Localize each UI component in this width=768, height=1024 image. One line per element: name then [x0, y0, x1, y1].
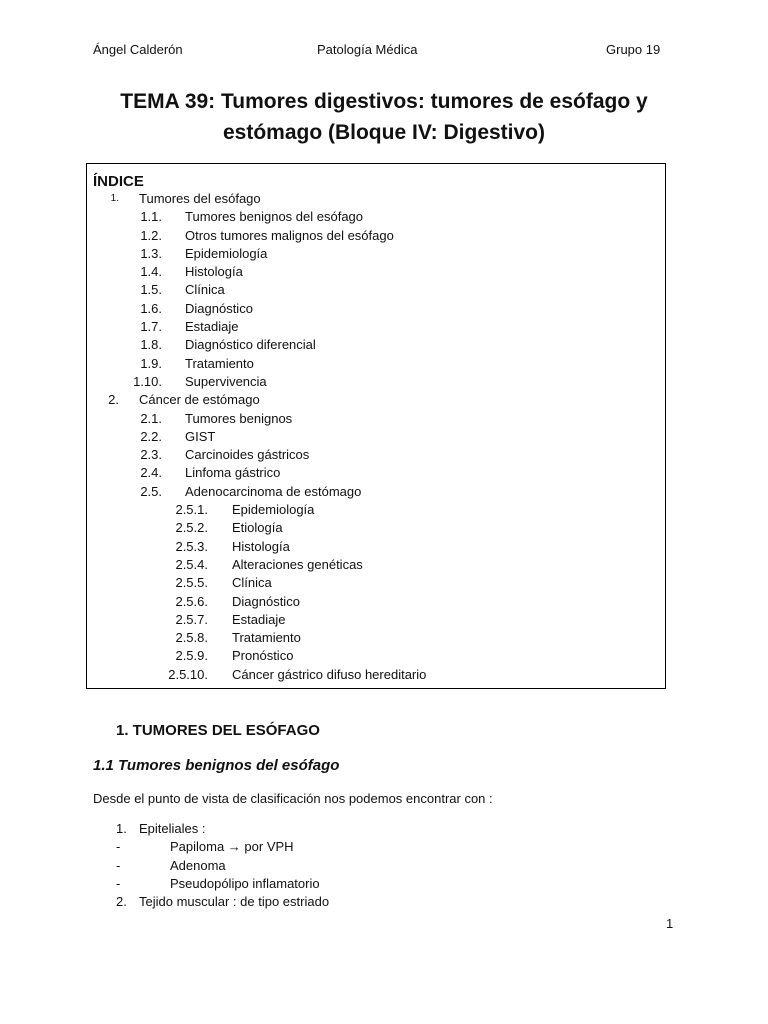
index-item: [87, 611, 665, 629]
index-item-number: 1.5.: [140, 282, 162, 298]
index-item-number: 2.5.4.: [175, 556, 208, 572]
index-item: [87, 464, 665, 482]
index-item: [87, 538, 665, 556]
list-item: [0, 838, 768, 856]
index-item-number: 2.5.1.: [175, 502, 208, 518]
index-box: [86, 163, 666, 689]
list-text: Adenoma: [170, 857, 226, 873]
index-item-number: 2.5.9.: [175, 648, 208, 664]
index-item: [87, 227, 665, 245]
index-item-number: 2.5.2.: [175, 520, 208, 536]
index-item: [87, 410, 665, 428]
index-item-label: Estadiaje: [232, 611, 286, 627]
list-marker: 2.: [116, 894, 127, 910]
list-marker: -: [116, 857, 121, 873]
index-item-number: 1.8.: [140, 337, 162, 353]
index-item: [87, 666, 665, 684]
header-author: Ángel Calderón: [93, 42, 183, 57]
index-item-label: Histología: [185, 264, 243, 280]
index-item-label: Tumores del esófago: [139, 191, 261, 206]
index-item-label: Diagnóstico: [185, 300, 253, 316]
list-item: [0, 857, 768, 875]
index-item-number: 1.3.: [140, 245, 162, 261]
index-item-number: 2.1.: [140, 410, 162, 426]
index-item-label: Tumores benignos del esófago: [185, 209, 364, 225]
index-item-number: 1.2.: [140, 227, 162, 243]
section-heading: 1. TUMORES DEL ESÓFAGO: [116, 722, 320, 739]
index-item-number: 1.6.: [140, 300, 162, 316]
index-item-number: 2.5.10.: [168, 666, 208, 682]
list-text: Tejido muscular : de tipo estriado: [139, 894, 330, 910]
list-text: Epiteliales :: [139, 821, 206, 836]
index-item: [87, 300, 665, 318]
index-item-number: 1.4.: [140, 264, 162, 280]
page-number: 1: [666, 916, 674, 931]
index-item-number: 2.5.3.: [175, 538, 208, 554]
header-subject: Patología Médica: [317, 42, 418, 57]
index-item-label: Supervivencia: [185, 373, 267, 389]
index-item-label: Cáncer de estómago: [139, 392, 260, 408]
subsection-heading: 1.1 Tumores benignos del esófago: [93, 757, 340, 774]
index-item-number: 2.4.: [140, 465, 162, 481]
index-item-label: Tratamiento: [232, 630, 301, 646]
index-item-number: 2.5.7.: [175, 611, 208, 627]
index-item-label: GIST: [185, 428, 216, 444]
page-header: [0, 42, 768, 60]
header-group: Grupo 19: [606, 42, 661, 57]
index-item: [87, 373, 665, 391]
index-item-label: Pronóstico: [232, 648, 294, 664]
index-item-number: 2.5.5.: [175, 575, 208, 591]
index-item-number: 2.5.: [140, 483, 162, 499]
index-item-number: 2.: [108, 392, 119, 408]
index-item-number: 1.7.: [140, 319, 162, 335]
index-item-number: 1.: [110, 193, 119, 204]
list-marker: -: [116, 875, 121, 891]
index-item-number: 2.2.: [140, 428, 162, 444]
index-item: [87, 336, 665, 354]
list-item: [0, 875, 768, 893]
index-item-number: 1.9.: [140, 355, 162, 371]
index-item-label: Adenocarcinoma de estómago: [185, 483, 362, 499]
index-item-label: Estadiaje: [185, 319, 239, 335]
index-item-label: Carcinoides gástricos: [185, 447, 310, 463]
list-marker: -: [116, 839, 121, 855]
index-item-label: Otros tumores malignos del esófago: [185, 227, 394, 243]
index-item: [87, 245, 665, 263]
classification-list: [0, 820, 768, 911]
index-item-label: Tratamiento: [185, 355, 254, 371]
index-item: [87, 318, 665, 336]
index-item-number: 2.5.8.: [175, 630, 208, 646]
index-heading: ÍNDICE: [93, 173, 144, 190]
index-item: [87, 647, 665, 665]
index-item: [87, 574, 665, 592]
index-item-label: Etiología: [232, 520, 283, 536]
list-marker: 1.: [116, 821, 127, 836]
index-item: [87, 391, 665, 409]
list-text: Papiloma → por VPH: [170, 839, 294, 855]
title-line-2: estómago (Bloque IV: Digestivo): [222, 121, 546, 144]
list-text: Pseudopólipo inflamatorio: [170, 875, 320, 891]
index-item-label: Histología: [232, 538, 290, 554]
index-item-label: Diagnóstico diferencial: [185, 337, 316, 353]
index-item: [87, 208, 665, 226]
index-item-label: Linfoma gástrico: [185, 465, 281, 481]
index-item-number: 1.1.: [140, 209, 162, 225]
index-item-number: 2.3.: [140, 447, 162, 463]
index-item-label: Epidemiología: [232, 502, 315, 518]
index-item-label: Alteraciones genéticas: [232, 556, 363, 572]
index-item: [87, 593, 665, 611]
index-item-number: 2.5.6.: [175, 593, 208, 609]
index-item: [87, 446, 665, 464]
title-line-1: TEMA 39: Tumores digestivos: tumores de esófago y: [120, 90, 648, 113]
index-item: [87, 501, 665, 519]
index-item-label: Epidemiología: [185, 245, 268, 261]
index-item-label: Tumores benignos: [185, 410, 293, 426]
index-item: [87, 263, 665, 281]
index-item-label: Clínica: [185, 282, 225, 298]
index-item-label: Diagnóstico: [232, 593, 300, 609]
index-item-number: 1.10.: [133, 373, 162, 389]
document-title: [60, 86, 708, 148]
index-item: [87, 629, 665, 647]
index-item: [87, 355, 665, 373]
index-item: [87, 483, 665, 501]
intro-paragraph: Desde el punto de vista de clasificación nos podemos encontrar con :: [93, 791, 493, 806]
list-item: [0, 820, 768, 838]
index-list: [87, 190, 665, 684]
index-item-label: Clínica: [232, 575, 272, 591]
index-item-label: Cáncer gástrico difuso hereditario: [232, 666, 427, 682]
index-item: [87, 519, 665, 537]
index-item: [87, 428, 665, 446]
index-item: [87, 281, 665, 299]
list-item: [0, 893, 768, 911]
index-item: [87, 190, 665, 208]
index-item: [87, 556, 665, 574]
